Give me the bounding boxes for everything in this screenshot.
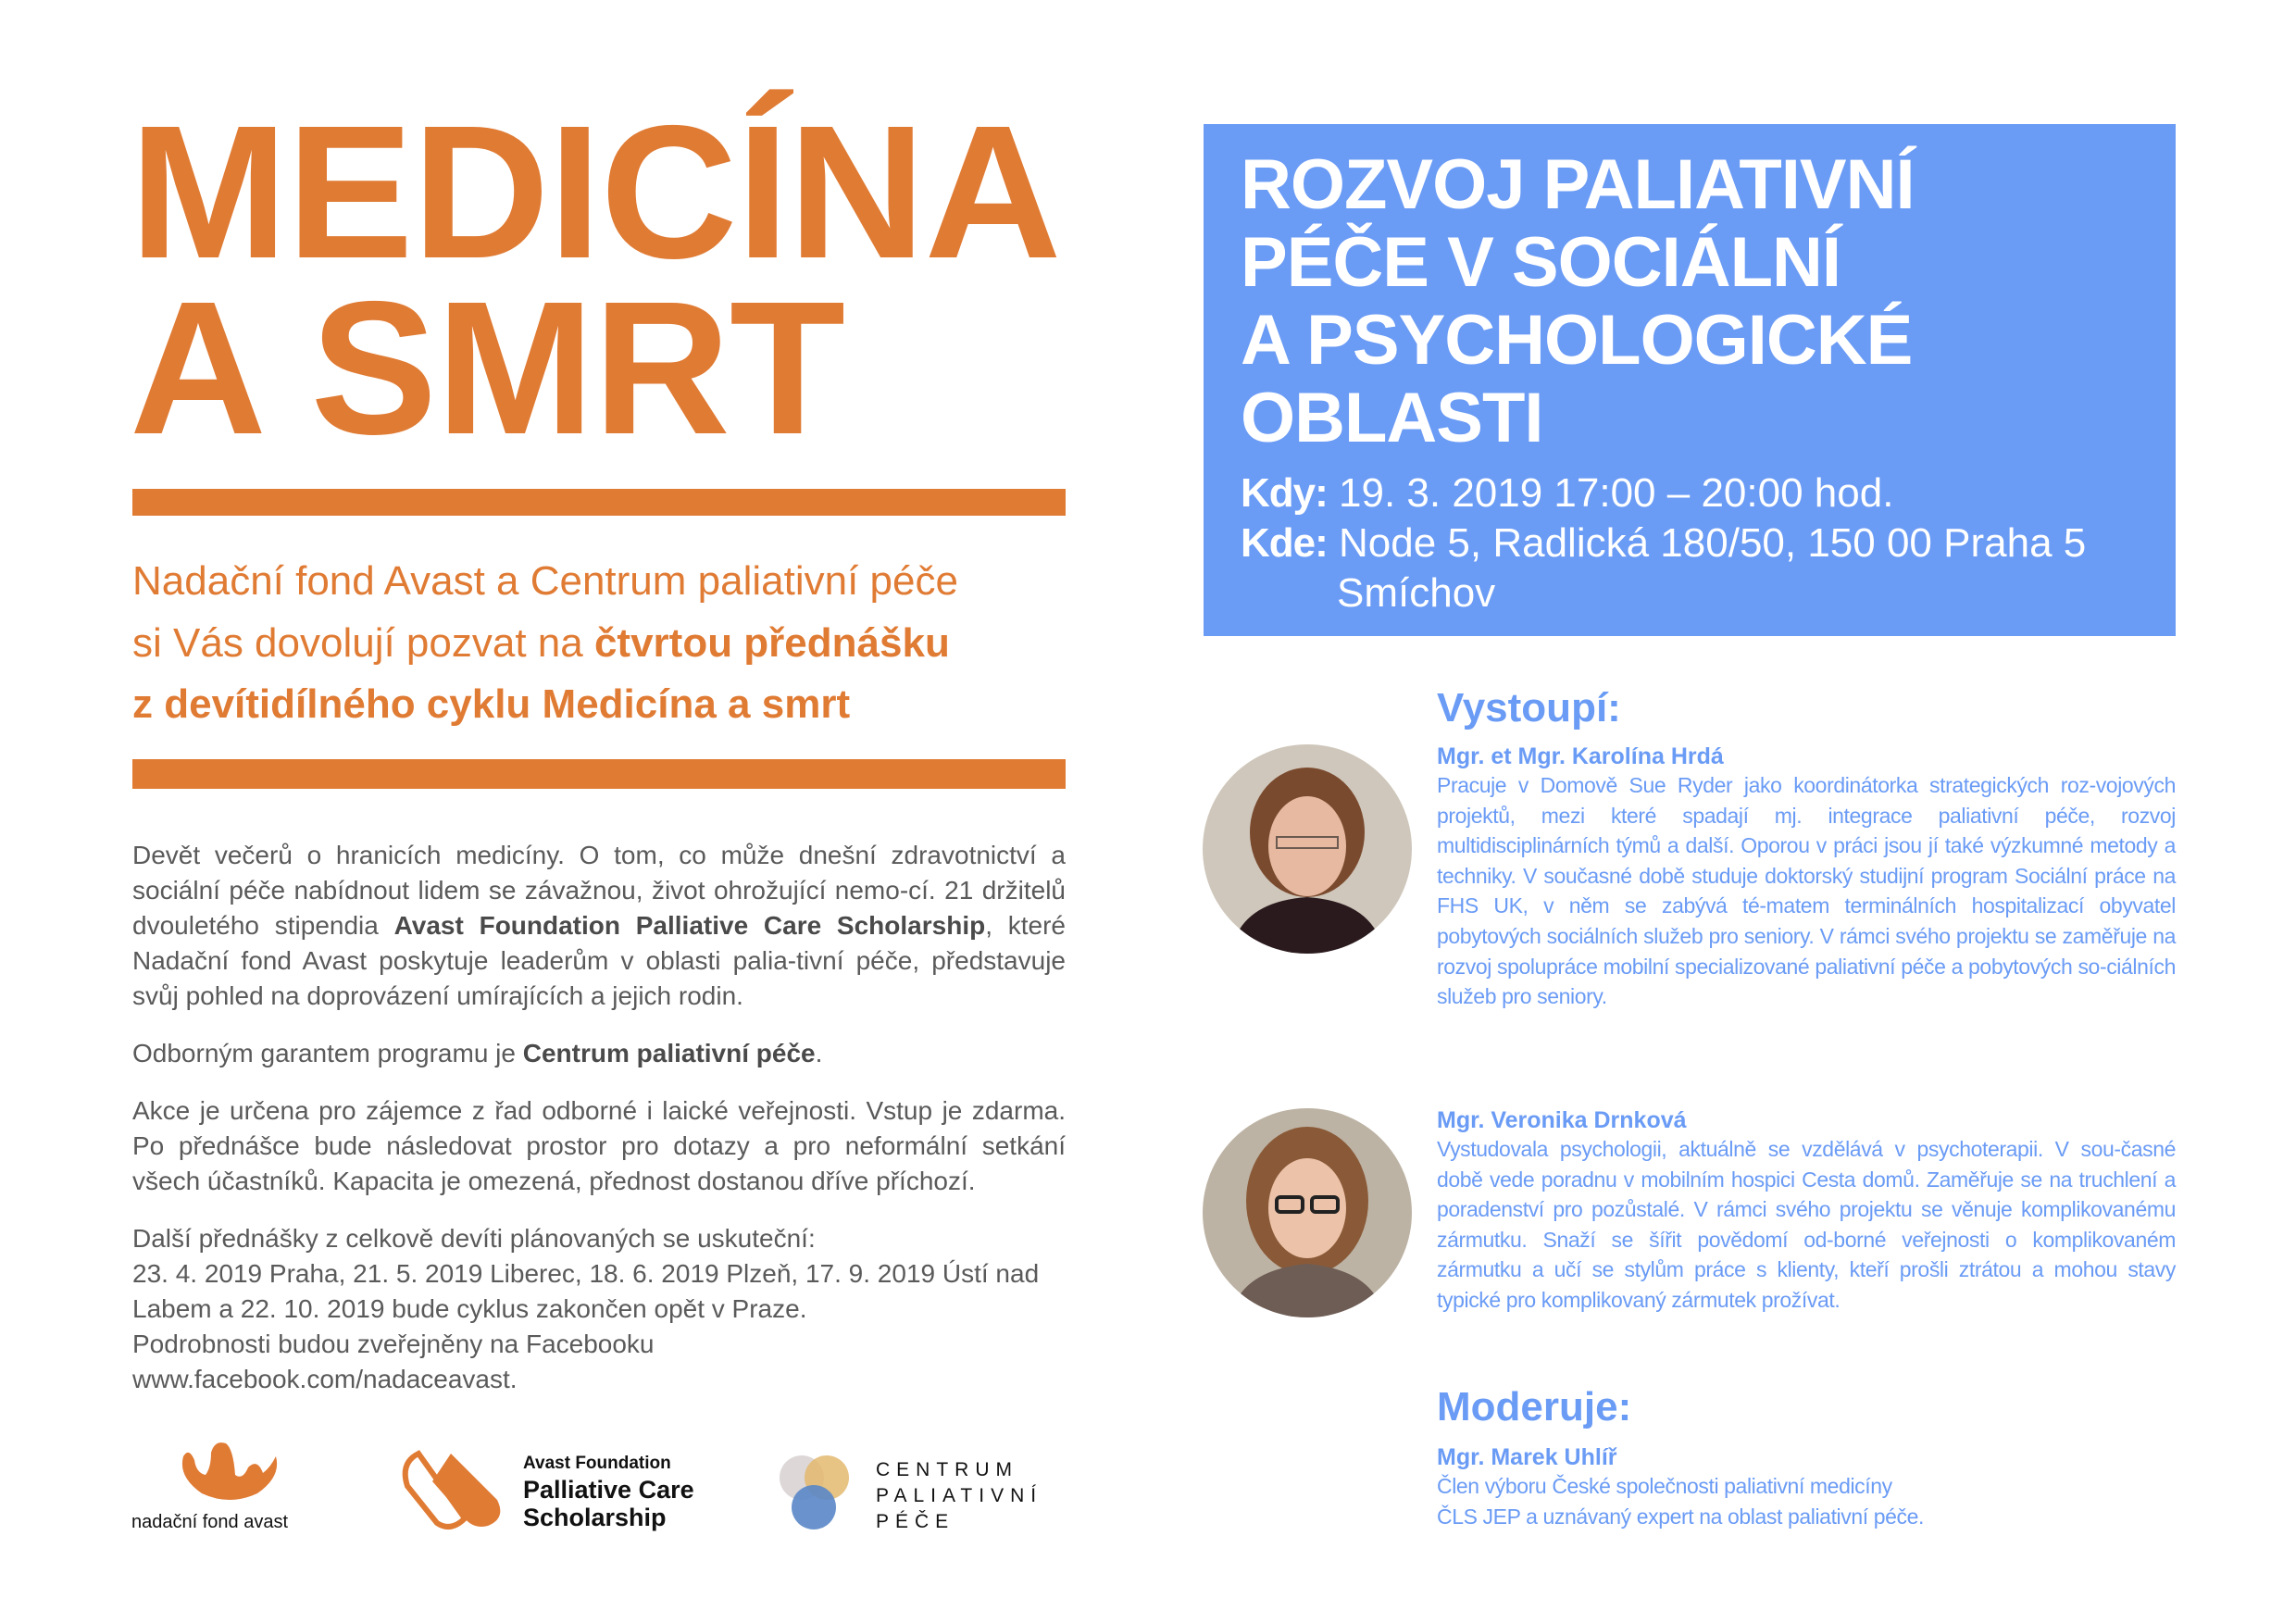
moderator-line1: Člen výboru České společnosti paliativní medicíny xyxy=(1437,1474,1892,1498)
intro-line2-bold: čtvrtou přednášku xyxy=(593,619,950,666)
orange-divider-top xyxy=(132,489,1066,516)
p2-text-b: . xyxy=(815,1039,823,1067)
intro-line2 xyxy=(132,613,1151,675)
avast-fund-label: nadační fond avast xyxy=(131,1512,289,1532)
speaker-2 xyxy=(1437,1107,2176,1316)
scholarship-line3: Scholarship xyxy=(523,1504,667,1531)
logo-nadacni-fond-avast xyxy=(130,1440,333,1542)
where-value: Node 5, Radlická 180/50, 150 00 Praha 5 xyxy=(1327,520,2087,566)
speaker-bio: Pracuje v Domově Sue Ryder jako koordinátorka strategických roz-vojových projektů, mezi které spadají mj. integrace paliativní péče, rozvoj multidisciplinárních týmů a další. Oporou v práci jsou jí také výzkumné metody a techniky. V současné době studuje doktorský studijní program Sociální práce na FHS UK, v něm se zabývá té-matem terminálních hospitalizací obyvatel pobytových sociálních služeb pro seniory. V rámci svého projektu se zaměřuje na rozvoj spolupráce mobilní specializované paliativní péče a pobytových so-ciálních služeb pro seniory. xyxy=(1437,773,2176,1009)
p4-line: 23. 4. 2019 Praha, 21. 5. 2019 Liberec, 18. 6. 2019 Plzeň, 17. 9. 2019 Ústí nad xyxy=(132,1259,1040,1288)
centrum-text xyxy=(876,1457,1042,1535)
event-title-line: PÉČE V SOCIÁLNÍ xyxy=(1241,223,1841,302)
moderator-heading: Moderuje: xyxy=(1437,1384,1632,1429)
p4-line: Labem a 22. 10. 2019 bude cyklus zakončen opět v Praze. xyxy=(132,1294,807,1323)
intro-line3 xyxy=(132,674,1151,736)
person-portrait-icon xyxy=(1203,1108,1412,1317)
p1-text-a: Devět večerů o hranicích medicíny. O tom, co může dnešní zdravotnictví a sociální péče nabídnout lidem se závažnou, život ohrožující nemo-cí. 21 držitelů dvouletého stipendia xyxy=(132,841,1066,940)
scholarship-line1: Avast Foundation xyxy=(523,1454,671,1473)
intro-line1: Nadační fond Avast a Centrum paliativní péče xyxy=(132,558,958,604)
logo-centrum xyxy=(776,1452,1054,1544)
speakers-heading: Vystoupí: xyxy=(1437,685,1621,730)
moderator-line2: ČLS JEP a uznávaný expert na oblast paliativní péče. xyxy=(1437,1504,1925,1529)
p4-line: Další přednášky z celkově devíti plánovaných se uskuteční: xyxy=(132,1224,816,1253)
person-portrait-icon xyxy=(1203,744,1412,954)
main-title-line1: MEDICÍNA xyxy=(130,86,1061,298)
body-paragraph-4 xyxy=(132,1221,1066,1397)
main-title-line2: A SMRT xyxy=(130,262,845,474)
speaker-bio: Vystudovala psychologii, aktuálně se vzdělává v psychoterapii. V sou-časné době vede poradnu v mobilním hospici Cesta domů. Zaměřuje se na truchlení a poradenství pro pozůstalé. V rámci svého projektu se věnuje komplikovanému zármutku. Snaží se šířit povědomí od-borné veřejnosti o komplikovaném zármutku a učí se stylům práce s klienty, kteří prošli ztrátou a mohou stavy typické pro komplikovaný zármutek prožívat. xyxy=(1437,1137,2176,1312)
intro-text xyxy=(132,551,1151,736)
event-title-line: A PSYCHOLOGICKÉ xyxy=(1241,301,1913,380)
centrum-line2: PALIATIVNÍ xyxy=(876,1485,1043,1506)
body-paragraph-3: Akce je určena pro zájemce z řad odborné i laické veřejnosti. Vstup je zdarma. Po přednášce bude následovat prostor pro dotazy a pro neformální setkání všech účastníků. Kapacita je omezená, přednost dostanou dříve příchozí. xyxy=(132,1096,1066,1195)
when-label: Kdy: xyxy=(1241,470,1328,516)
speaker-photo-drnkova xyxy=(1203,1108,1412,1317)
p1-bold: Avast Foundation Palliative Care Scholarship xyxy=(393,911,986,940)
event-details xyxy=(1241,468,2086,618)
body-paragraph-1 xyxy=(132,838,1066,1014)
hands-icon xyxy=(400,1444,511,1532)
event-title xyxy=(1241,146,1915,457)
avast-hands-icon xyxy=(174,1440,285,1504)
body-paragraph-2 xyxy=(132,1036,1066,1071)
p1-text-b: , které Nadační fond Avast poskytuje leaderům v oblasti palia-tivní péče, představuje svůj pohled na doprovázení umírajících a jejich rodin. xyxy=(132,911,1066,1010)
p2-bold: Centrum paliativní péče xyxy=(522,1039,816,1067)
speaker-1 xyxy=(1437,743,2176,1012)
event-title-line: OBLASTI xyxy=(1241,379,1543,457)
p2-text-a: Odborným garantem programu je xyxy=(132,1039,523,1067)
when-value: 19. 3. 2019 17:00 – 20:00 hod. xyxy=(1327,470,1894,516)
intro-line3-bold: z devítidílného cyklu Medicína a smrt xyxy=(132,681,851,727)
scholarship-line2: Palliative Care xyxy=(523,1476,694,1504)
event-where xyxy=(1241,518,2086,568)
intro-line2-text: si Vás dovolují pozvat na xyxy=(132,619,594,666)
moderator xyxy=(1437,1444,2176,1531)
centrum-line1: CENTRUM xyxy=(876,1459,1018,1480)
circles-icon xyxy=(776,1452,859,1540)
logo-scholarship xyxy=(400,1444,715,1546)
moderator-name: Mgr. Marek Uhlíř xyxy=(1437,1444,1617,1470)
where-value-line2: Smíchov xyxy=(1337,570,1496,616)
body-text xyxy=(132,838,1066,1419)
orange-divider-bottom xyxy=(132,759,1066,789)
speaker-name: Mgr. et Mgr. Karolína Hrdá xyxy=(1437,743,1724,769)
event-when xyxy=(1241,468,2086,518)
speaker-photo-hrda xyxy=(1203,744,1412,954)
facebook-link[interactable]: www.facebook.com/nadaceavast. xyxy=(132,1365,518,1393)
event-title-line: ROZVOJ PALIATIVNÍ xyxy=(1241,145,1915,224)
where-label: Kde: xyxy=(1241,520,1328,566)
speaker-name: Mgr. Veronika Drnková xyxy=(1437,1107,1687,1133)
p4-line: Podrobnosti budou zveřejněny na Facebooku xyxy=(132,1330,655,1358)
centrum-line3: PÉČE xyxy=(876,1511,955,1532)
